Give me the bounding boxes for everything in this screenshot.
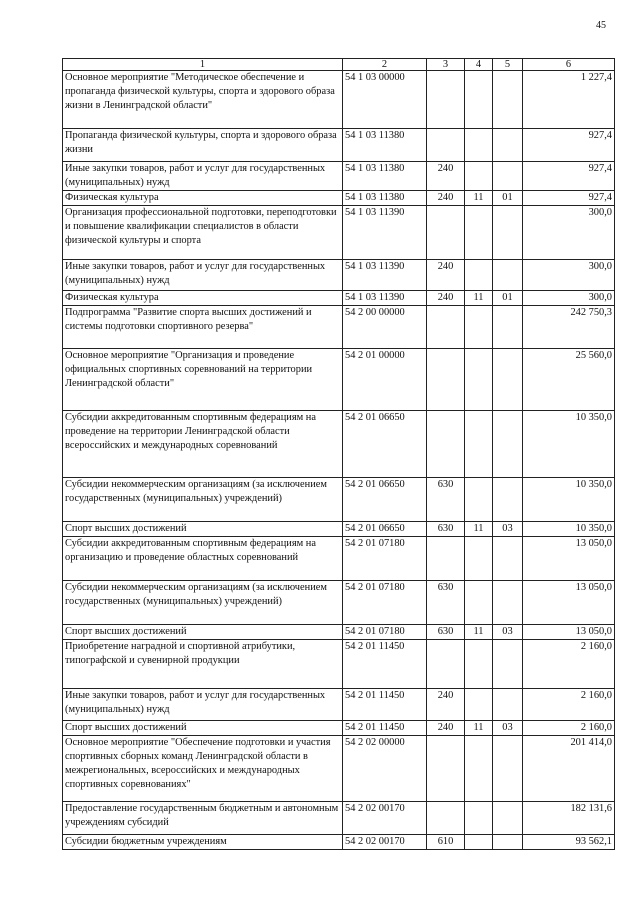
row-amount: 13 050,0	[523, 581, 615, 625]
row-expense-type	[427, 129, 465, 162]
row-expense-type: 630	[427, 625, 465, 640]
row-subsection	[493, 162, 523, 191]
row-subsection	[493, 71, 523, 129]
column-header: 1	[63, 59, 343, 71]
row-code: 54 2 02 00000	[343, 736, 427, 802]
row-amount: 242 750,3	[523, 306, 615, 349]
column-header: 4	[465, 59, 493, 71]
row-name: Иные закупки товаров, работ и услуг для государственных (муниципальных) нужд	[63, 260, 343, 291]
row-amount: 13 050,0	[523, 537, 615, 581]
row-subsection: 03	[493, 721, 523, 736]
table-body	[63, 71, 615, 850]
row-section	[465, 260, 493, 291]
row-subsection	[493, 260, 523, 291]
row-section	[465, 349, 493, 411]
row-name: Предоставление государственным бюджетным и автономным учреждениям субсидий	[63, 802, 343, 835]
row-section: 11	[465, 522, 493, 537]
row-code: 54 2 02 00170	[343, 802, 427, 835]
row-section	[465, 71, 493, 129]
row-code: 54 2 01 06650	[343, 478, 427, 522]
row-amount: 300,0	[523, 206, 615, 260]
row-expense-type: 630	[427, 581, 465, 625]
row-code: 54 1 03 11390	[343, 206, 427, 260]
table-row	[63, 835, 615, 850]
table-row	[63, 306, 615, 349]
row-section: 11	[465, 191, 493, 206]
row-section	[465, 162, 493, 191]
row-name: Физическая культура	[63, 291, 343, 306]
row-expense-type: 240	[427, 162, 465, 191]
row-subsection	[493, 537, 523, 581]
row-name: Физическая культура	[63, 191, 343, 206]
row-section	[465, 835, 493, 850]
row-expense-type: 240	[427, 260, 465, 291]
row-amount: 10 350,0	[523, 522, 615, 537]
row-expense-type	[427, 537, 465, 581]
table-row	[63, 191, 615, 206]
row-amount: 300,0	[523, 291, 615, 306]
table-row	[63, 411, 615, 478]
row-expense-type: 240	[427, 689, 465, 721]
row-name: Спорт высших достижений	[63, 625, 343, 640]
row-subsection	[493, 306, 523, 349]
row-section	[465, 478, 493, 522]
row-subsection: 03	[493, 625, 523, 640]
row-code: 54 2 02 00170	[343, 835, 427, 850]
row-subsection	[493, 736, 523, 802]
row-expense-type	[427, 736, 465, 802]
row-subsection	[493, 129, 523, 162]
table-row	[63, 689, 615, 721]
row-code: 54 1 03 11380	[343, 129, 427, 162]
row-section	[465, 411, 493, 478]
row-code: 54 2 01 07180	[343, 537, 427, 581]
table-row	[63, 260, 615, 291]
row-name: Субсидии некоммерческим организациям (за исключением государственных (муниципальных) учреждений)	[63, 581, 343, 625]
row-expense-type	[427, 349, 465, 411]
row-name: Иные закупки товаров, работ и услуг для государственных (муниципальных) нужд	[63, 689, 343, 721]
row-subsection	[493, 689, 523, 721]
row-code: 54 2 01 11450	[343, 689, 427, 721]
row-code: 54 1 03 11380	[343, 162, 427, 191]
row-subsection	[493, 640, 523, 689]
row-subsection	[493, 802, 523, 835]
row-name: Приобретение наградной и спортивной атрибутики, типографской и сувенирной продукции	[63, 640, 343, 689]
row-section: 11	[465, 625, 493, 640]
row-section	[465, 736, 493, 802]
row-name: Субсидии некоммерческим организациям (за исключением государственных (муниципальных) учреждений)	[63, 478, 343, 522]
row-section	[465, 129, 493, 162]
row-amount: 927,4	[523, 162, 615, 191]
row-section	[465, 640, 493, 689]
row-code: 54 1 03 11390	[343, 260, 427, 291]
table-row	[63, 736, 615, 802]
table-row	[63, 129, 615, 162]
row-subsection	[493, 411, 523, 478]
row-name: Основное мероприятие "Обеспечение подготовки и участия спортивных сборных команд Ленинградской области в межрегиональных, всероссийских и международных спортивных соревнованиях"	[63, 736, 343, 802]
row-code: 54 2 01 00000	[343, 349, 427, 411]
row-subsection	[493, 206, 523, 260]
row-amount: 2 160,0	[523, 721, 615, 736]
row-amount: 25 560,0	[523, 349, 615, 411]
table-row	[63, 478, 615, 522]
row-amount: 927,4	[523, 129, 615, 162]
row-subsection: 01	[493, 191, 523, 206]
row-expense-type: 630	[427, 478, 465, 522]
table-row	[63, 802, 615, 835]
table-row	[63, 537, 615, 581]
row-amount: 201 414,0	[523, 736, 615, 802]
row-code: 54 2 01 11450	[343, 721, 427, 736]
row-expense-type	[427, 640, 465, 689]
table-row	[63, 625, 615, 640]
row-expense-type: 240	[427, 191, 465, 206]
row-expense-type	[427, 411, 465, 478]
row-subsection	[493, 581, 523, 625]
row-section	[465, 802, 493, 835]
table-row	[63, 640, 615, 689]
row-amount: 93 562,1	[523, 835, 615, 850]
row-expense-type	[427, 71, 465, 129]
row-subsection	[493, 835, 523, 850]
row-section	[465, 581, 493, 625]
row-amount: 300,0	[523, 260, 615, 291]
table-row	[63, 581, 615, 625]
row-amount: 2 160,0	[523, 640, 615, 689]
row-subsection: 03	[493, 522, 523, 537]
row-code: 54 1 03 11390	[343, 291, 427, 306]
table-row	[63, 71, 615, 129]
row-code: 54 2 01 11450	[343, 640, 427, 689]
row-subsection: 01	[493, 291, 523, 306]
column-header: 3	[427, 59, 465, 71]
table-row	[63, 522, 615, 537]
row-expense-type: 610	[427, 835, 465, 850]
row-amount: 927,4	[523, 191, 615, 206]
row-section	[465, 306, 493, 349]
table-row	[63, 162, 615, 191]
row-name: Подпрограмма "Развитие спорта высших достижений и системы подготовки спортивного резерва"	[63, 306, 343, 349]
table-row	[63, 721, 615, 736]
row-expense-type	[427, 802, 465, 835]
row-code: 54 2 01 07180	[343, 625, 427, 640]
row-name: Спорт высших достижений	[63, 721, 343, 736]
row-name: Иные закупки товаров, работ и услуг для государственных (муниципальных) нужд	[63, 162, 343, 191]
row-amount: 182 131,6	[523, 802, 615, 835]
table-row	[63, 291, 615, 306]
table-row	[63, 206, 615, 260]
row-section	[465, 206, 493, 260]
row-code: 54 2 01 06650	[343, 522, 427, 537]
page-number: 45	[596, 20, 606, 31]
row-name: Субсидии бюджетным учреждениям	[63, 835, 343, 850]
row-expense-type: 630	[427, 522, 465, 537]
row-subsection	[493, 349, 523, 411]
row-expense-type	[427, 306, 465, 349]
row-section: 11	[465, 721, 493, 736]
row-amount: 10 350,0	[523, 411, 615, 478]
row-code: 54 1 03 00000	[343, 71, 427, 129]
row-code: 54 1 03 11380	[343, 191, 427, 206]
budget-table	[62, 58, 615, 850]
row-section	[465, 537, 493, 581]
row-code: 54 2 01 06650	[343, 411, 427, 478]
row-amount: 2 160,0	[523, 689, 615, 721]
header-row	[63, 59, 615, 71]
row-expense-type: 240	[427, 291, 465, 306]
row-expense-type	[427, 206, 465, 260]
column-header: 6	[523, 59, 615, 71]
row-amount: 10 350,0	[523, 478, 615, 522]
column-header: 2	[343, 59, 427, 71]
row-code: 54 2 01 07180	[343, 581, 427, 625]
row-expense-type: 240	[427, 721, 465, 736]
row-name: Спорт высших достижений	[63, 522, 343, 537]
row-name: Субсидии аккредитованным спортивным федерациям на проведение на территории Ленинградской области всероссийских и международных соревнований	[63, 411, 343, 478]
row-section	[465, 689, 493, 721]
table-row	[63, 349, 615, 411]
row-name: Основное мероприятие "Методическое обеспечение и пропаганда физической культуры, спорта и здорового образа жизни в Ленинградской области"	[63, 71, 343, 129]
row-amount: 1 227,4	[523, 71, 615, 129]
row-amount: 13 050,0	[523, 625, 615, 640]
row-name: Субсидии аккредитованным спортивным федерациям на организацию и проведение областных соревнований	[63, 537, 343, 581]
row-section: 11	[465, 291, 493, 306]
row-code: 54 2 00 00000	[343, 306, 427, 349]
row-name: Пропаганда физической культуры, спорта и здорового образа жизни	[63, 129, 343, 162]
column-header: 5	[493, 59, 523, 71]
row-name: Организация профессиональной подготовки, переподготовки и повышение квалификации специалистов в области физической культуры и спорта	[63, 206, 343, 260]
row-name: Основное мероприятие "Организация и проведение официальных спортивных соревнований на территории Ленинградской области"	[63, 349, 343, 411]
row-subsection	[493, 478, 523, 522]
